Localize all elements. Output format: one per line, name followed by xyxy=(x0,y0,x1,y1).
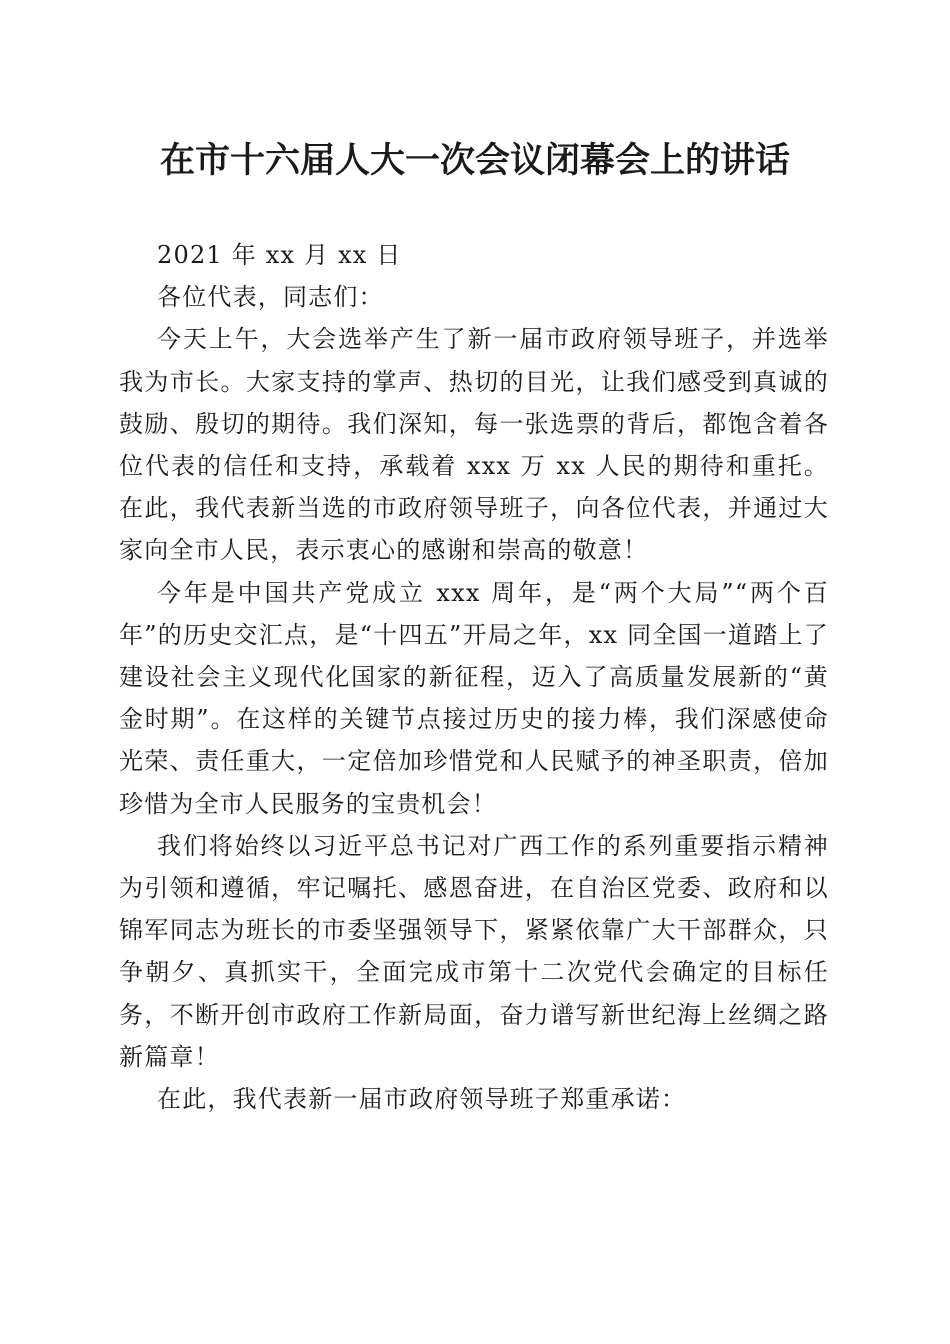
paragraph: 在此，我代表新一届市政府领导班子郑重承诺： xyxy=(157,1085,687,1114)
paragraph: 我们将始终以习近平总书记对广西工作的系列重要指示精神为引领和遵循，牢记嘱托、感恩奋进，在自治区党委、政府和以锦军同志为班长的市委坚强领导下，紧紧依靠广大干部群众，只争朝夕、真抓实干，全面完成市第十二次党代会确定的目标任务，不断开创市政府工作新局面，奋力谱写新世纪海上丝绸之路新篇章！ xyxy=(119,831,829,1071)
paragraph: 今天上午，大会选举产生了新一届市政府领导班子，并选举我为市长。大家支持的掌声、热切的目光，让我们感受到真诚的鼓励、殷切的期待。我们深知，每一张选票的背后，都饱含着各位代表的信任和支持，承载着 xxx 万 xx 人民的期待和重托。在此，我代表新当选的市政府领导班子，向各位代表，并通过大家向全市人民，表示衷心的感谢和崇高的敬意！ xyxy=(119,325,829,565)
document-date: 2021 年 xx 月 xx 日 xyxy=(157,241,402,269)
document-salutation: 各位代表，同志们： xyxy=(157,283,384,312)
paragraph: 今年是中国共产党成立 xxx 周年，是“两个大局”“两个百年”的历史交汇点，是“十四五”开局之年，xx 同全国一道踏上了建设社会主义现代化国家的新征程，迈入了高质量发展新的“黄金时期”。在这样的关键节点接过历史的接力棒，我们深感使命光荣、责任重大，一定倍加珍惜党和人民赋予的神圣职责，倍加珍惜为全市人民服务的宝贵机会！ xyxy=(119,578,829,818)
document-title: 在市十六届人大一次会议闭幕会上的讲话 xyxy=(159,140,790,181)
document-body xyxy=(119,234,829,1120)
